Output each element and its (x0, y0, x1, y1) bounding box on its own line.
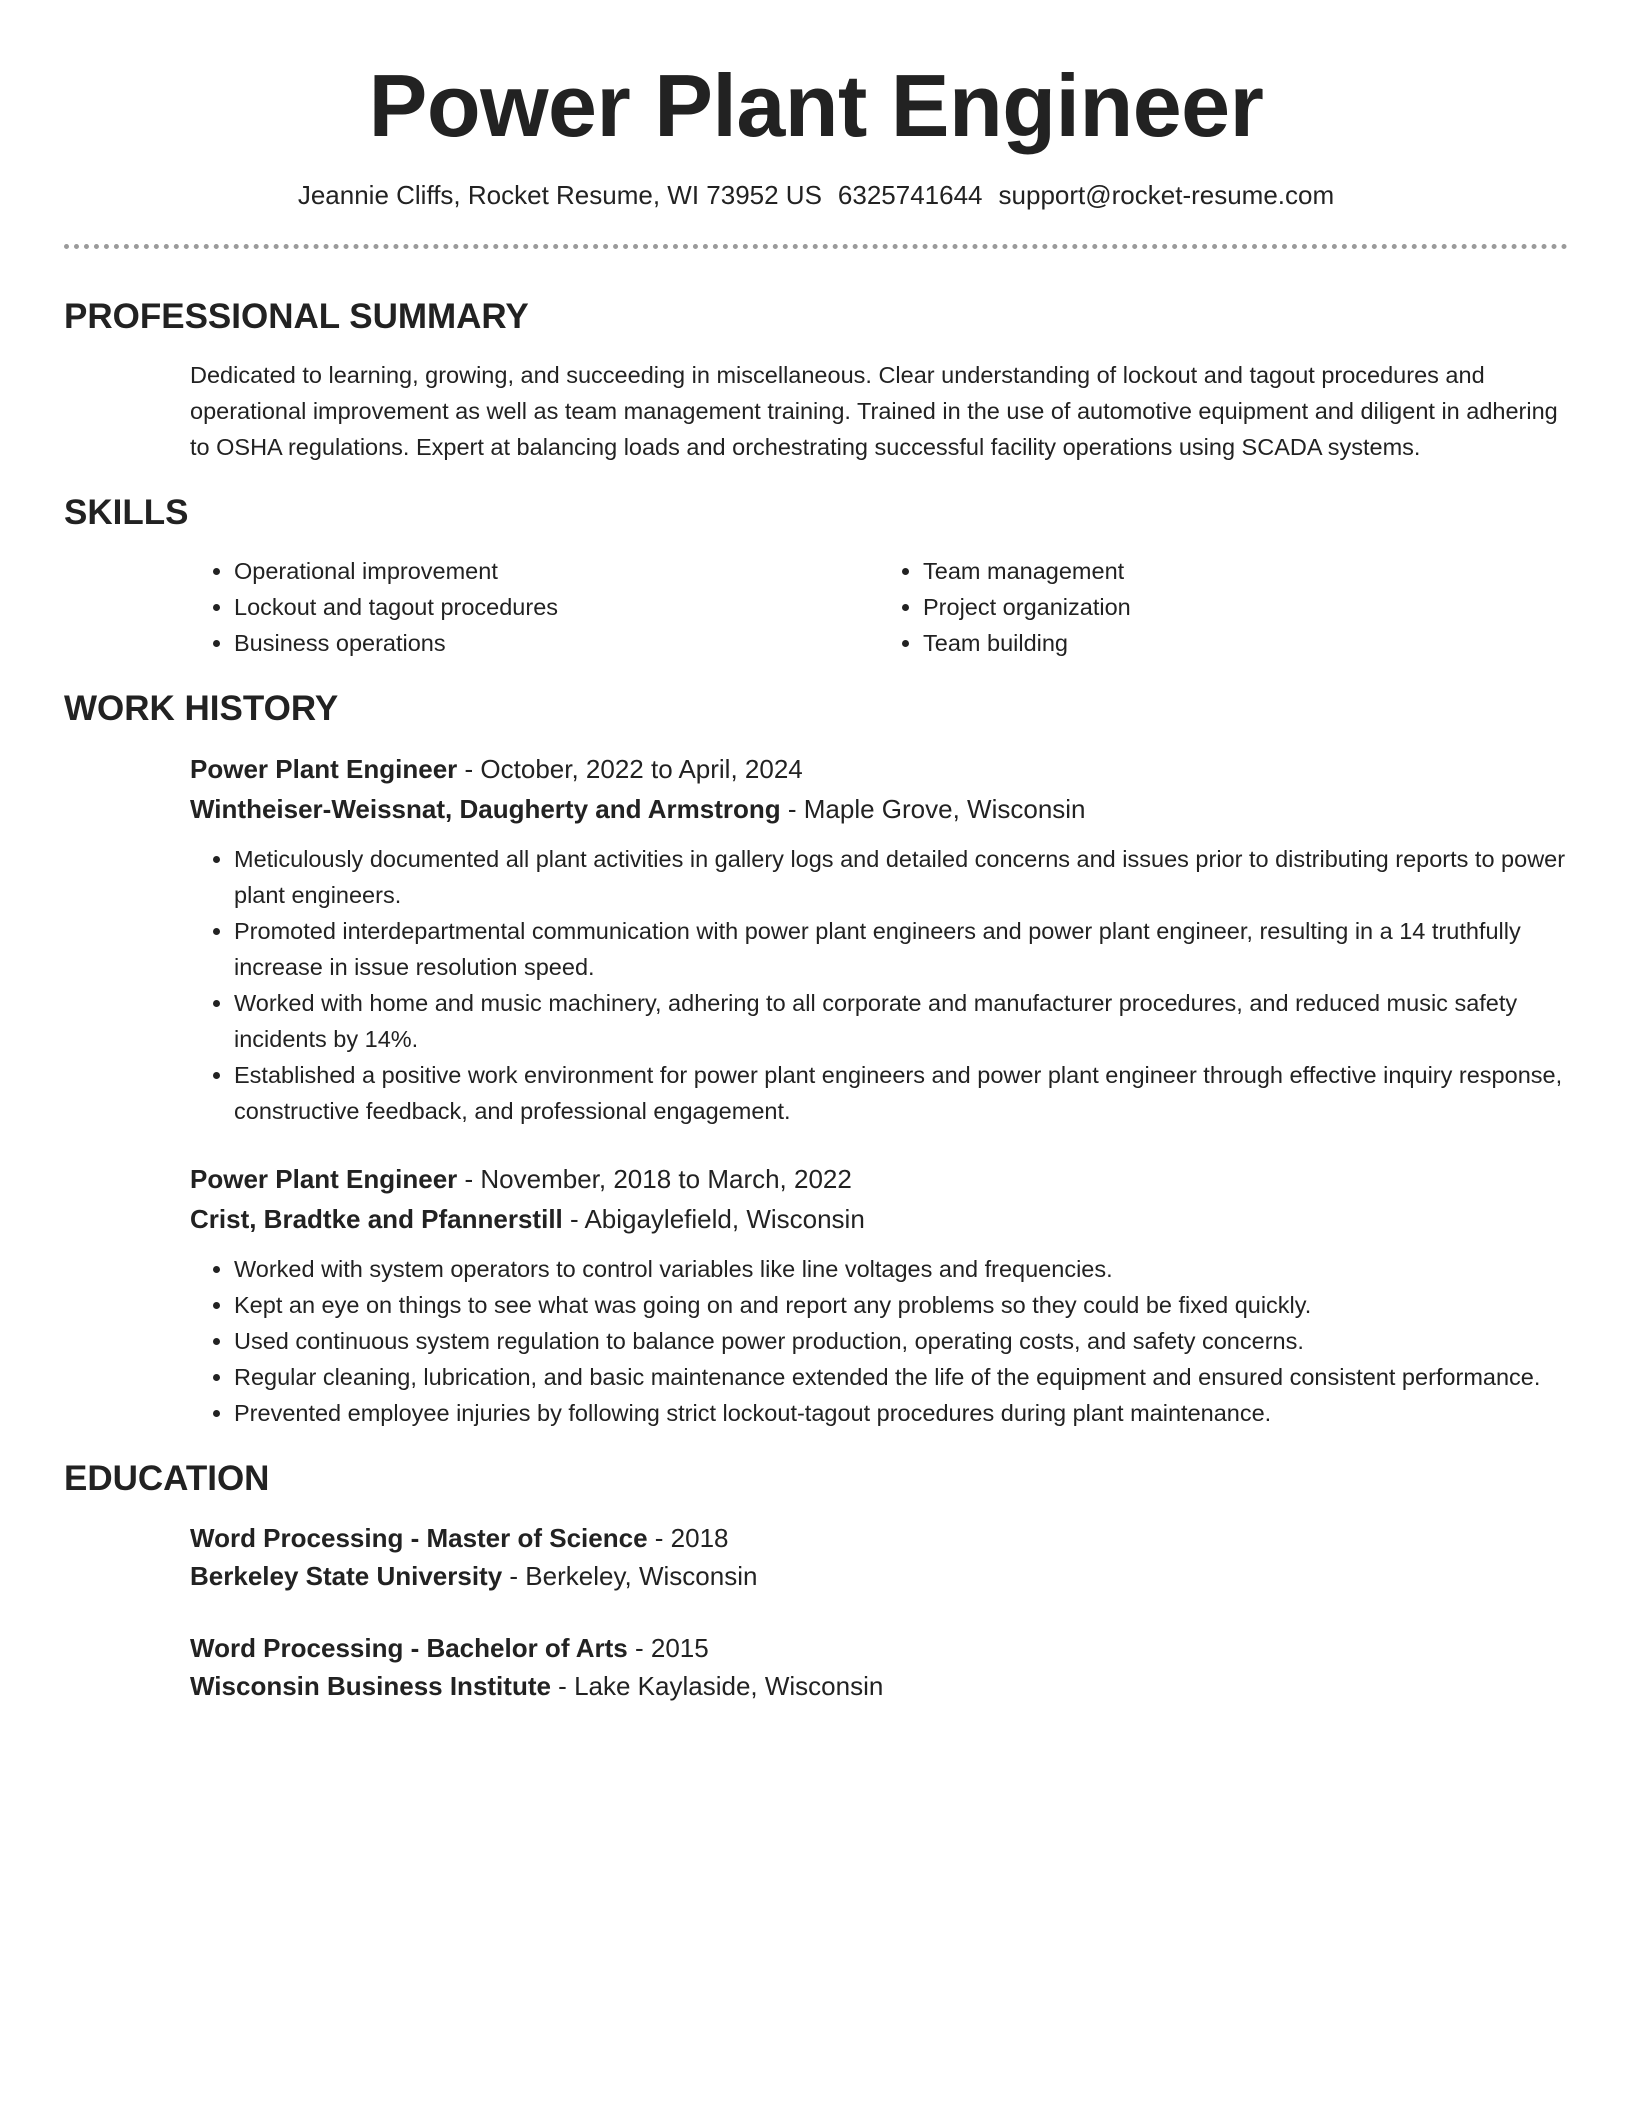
job-bullets (190, 1251, 1568, 1431)
edu-year: 2015 (650, 1633, 709, 1663)
contact-email: support@rocket-resume.com (998, 180, 1335, 210)
skill-item: • Lockout and tagout procedures (234, 589, 879, 625)
skills-list-left (190, 553, 879, 661)
job-bullet: • Used continuous system regulation to balance power production, operating costs, and safety concerns. (234, 1323, 1568, 1359)
job-role: Power Plant Engineer (190, 754, 458, 784)
job-bullet: • Promoted interdepartmental communication with power plant engineers and power plant engineer, resulting in a 14 truthfully increase in issue resolution speed. (234, 913, 1568, 985)
edu-degree: Word Processing - Bachelor of Arts (190, 1633, 628, 1663)
edu-school-line (190, 1667, 1568, 1705)
summary-heading: PROFESSIONAL SUMMARY (64, 297, 529, 336)
resume-title: Power Plant Engineer (368, 56, 1264, 155)
skill-item: • Team management (923, 553, 1568, 589)
job-company: Crist, Bradtke and Pfannerstill (190, 1204, 563, 1234)
job-bullets (190, 841, 1568, 1129)
skill-item: • Business operations (234, 625, 879, 661)
resume-page (64, 0, 1568, 1705)
skills-grid (190, 553, 1568, 661)
skills-list-right (879, 553, 1568, 661)
job-bullet: • Regular cleaning, lubrication, and basic maintenance extended the life of the equipment and ensured consistent performance. (234, 1359, 1568, 1395)
education-heading: EDUCATION (64, 1459, 270, 1498)
job-entry (190, 1159, 1568, 1431)
education-entry (190, 1519, 1568, 1595)
job-bullet: • Established a positive work environment for power plant engineers and power plant engineer through effective inquiry response, constructive feedback, and professional engagement. (234, 1057, 1568, 1129)
work-section (64, 687, 1568, 1431)
edu-degree-line (190, 1519, 1568, 1557)
edu-school: Wisconsin Business Institute (190, 1671, 551, 1701)
job-role-line (190, 1159, 1568, 1199)
job-bullet: • Prevented employee injuries by following strict lockout-tagout procedures during plant maintenance. (234, 1395, 1568, 1431)
summary-text: Dedicated to learning, growing, and succeeding in miscellaneous. Clear understanding of lockout and tagout procedures and operational improvement as well as team management training. Trained in the use of automotive equipment and diligent in adhering to OSHA regulations. Expert at balancing loads and orchestrating successful facility operations using SCADA systems. (190, 362, 1558, 460)
summary-section (64, 295, 1568, 465)
contact-address: Jeannie Cliffs, Rocket Resume, WI 73952 US (297, 180, 822, 210)
header-divider (64, 244, 1568, 249)
edu-degree-line (190, 1629, 1568, 1667)
job-dates: November, 2018 to March, 2022 (480, 1164, 852, 1194)
contact-phone: 6325741644 (837, 180, 983, 210)
contact-line (64, 178, 1568, 212)
job-bullet: • Kept an eye on things to see what was going on and report any problems so they could be fixed quickly. (234, 1287, 1568, 1323)
dash-separator: - (627, 1633, 651, 1663)
edu-location: Berkeley, Wisconsin (525, 1561, 758, 1591)
job-bullet: • Meticulously documented all plant activities in gallery logs and detailed concerns and issues prior to distributing reports to power plant engineers. (234, 841, 1568, 913)
education-entry (190, 1629, 1568, 1705)
dash-separator: - (457, 754, 481, 784)
edu-location: Lake Kaylaside, Wisconsin (574, 1671, 884, 1701)
skills-heading: SKILLS (64, 493, 189, 532)
job-company: Wintheiser-Weissnat, Daugherty and Armstrong (190, 794, 781, 824)
dash-separator: - (502, 1561, 526, 1591)
edu-school: Berkeley State University (190, 1561, 503, 1591)
job-company-line (190, 1199, 1568, 1239)
job-role: Power Plant Engineer (190, 1164, 458, 1194)
job-entry (190, 749, 1568, 1129)
dash-separator: - (562, 1204, 585, 1234)
edu-degree: Word Processing - Master of Science (190, 1523, 648, 1553)
dash-separator: - (550, 1671, 575, 1701)
job-bullet: • Worked with home and music machinery, adhering to all corporate and manufacturer procedures, and reduced music safety incidents by 14%. (234, 985, 1568, 1057)
job-role-line (190, 749, 1568, 789)
job-bullet: • Worked with system operators to control variables like line voltages and frequencies. (234, 1251, 1568, 1287)
skill-item: • Team building (923, 625, 1568, 661)
education-section (64, 1457, 1568, 1705)
dash-separator: - (457, 1164, 481, 1194)
skill-item: • Project organization (923, 589, 1568, 625)
skill-item: • Operational improvement (234, 553, 879, 589)
dash-separator: - (647, 1523, 671, 1553)
job-dates: October, 2022 to April, 2024 (480, 754, 803, 784)
work-heading: WORK HISTORY (64, 689, 339, 728)
skills-section (64, 491, 1568, 661)
edu-year: 2018 (670, 1523, 729, 1553)
job-company-line (190, 789, 1568, 829)
job-location: Maple Grove, Wisconsin (803, 794, 1086, 824)
edu-school-line (190, 1557, 1568, 1595)
job-location: Abigaylefield, Wisconsin (584, 1204, 865, 1234)
dash-separator: - (780, 794, 804, 824)
